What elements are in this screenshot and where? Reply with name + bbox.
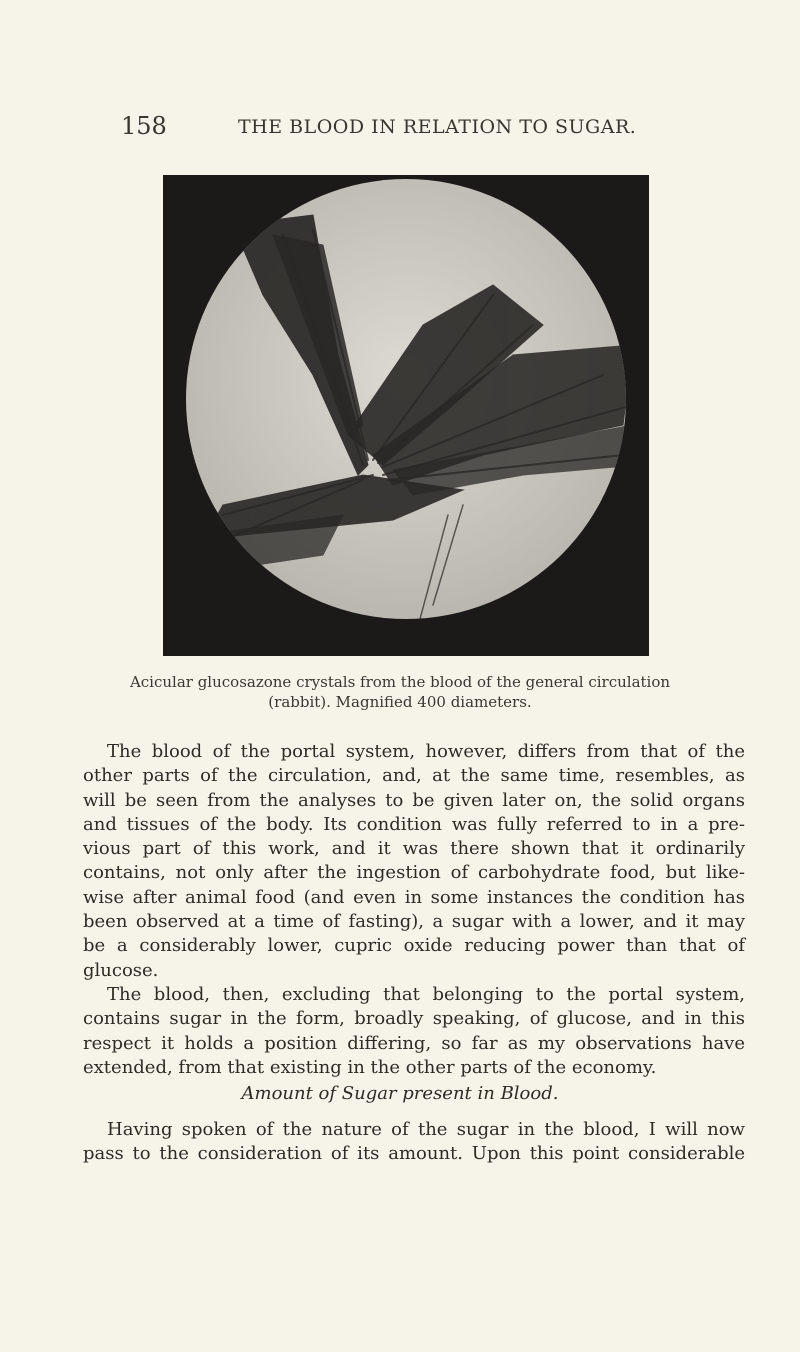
text-line: and tissues of the body. Its condition was fully referred to in a pre- <box>83 813 745 835</box>
text-line: contains, not only after the ingestion of carbohydrate food, but like- <box>83 862 745 884</box>
micrograph-image <box>163 175 649 656</box>
text-line: extended, from that existing in the other parts of the economy. <box>83 1056 657 1078</box>
text-line: glucose. <box>83 959 159 981</box>
body-text <box>83 740 745 1080</box>
text-line: be a considerably lower, cupric oxide reducing power than that of <box>83 935 745 957</box>
text-line: respect it holds a position differing, so far as my observations have <box>83 1032 745 1054</box>
running-head: THE BLOOD IN RELATION TO SUGAR. <box>238 116 637 138</box>
paragraph-3 <box>83 1118 745 1167</box>
text-line: vious part of this work, and it was there shown that it ordinarily <box>83 838 745 860</box>
paragraph-2 <box>83 983 745 1080</box>
text-line: pass to the consideration of its amount. Upon this point considerable <box>83 1143 745 1165</box>
text-line: Having spoken of the nature of the sugar in the blood, I will now <box>107 1119 745 1140</box>
paragraph-1 <box>83 740 745 983</box>
text-line: been observed at a time of fasting), a sugar with a lower, and it may <box>83 911 745 933</box>
caption-line: Acicular glucosazone crystals from the blood of the general circulation <box>129 673 671 691</box>
text-line: will be seen from the analyses to be given later on, the solid organs <box>83 789 745 811</box>
page-header <box>0 112 800 142</box>
micrograph-plate <box>163 175 649 656</box>
page-number: 158 <box>121 112 167 140</box>
text-line: other parts of the circulation, and, at the same time, resembles, as <box>83 765 745 787</box>
text-line: The blood of the portal system, however, differs from that of the <box>107 741 745 762</box>
section-heading: Amount of Sugar present in Blood. <box>241 1083 559 1104</box>
text-line: wise after animal food (and even in some instances the condition has <box>83 886 745 908</box>
caption-line: (rabbit). Magnified 400 diameters. <box>268 693 532 711</box>
figure-caption <box>100 672 700 712</box>
text-line: contains sugar in the form, broadly speaking, of glucose, and in this <box>83 1008 745 1030</box>
text-line: The blood, then, excluding that belonging to the portal system, <box>107 983 745 1005</box>
